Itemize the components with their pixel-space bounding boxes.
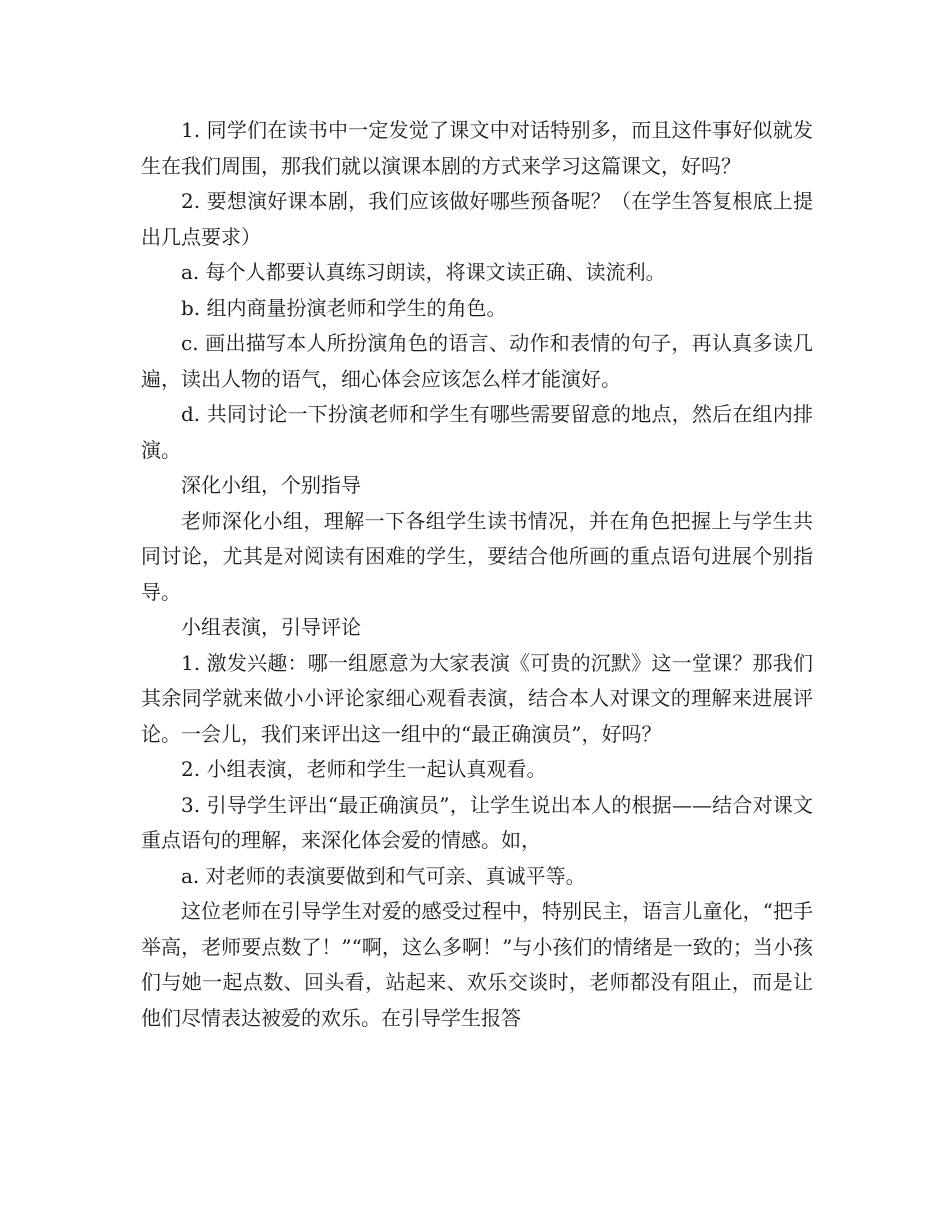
paragraph-1: 1. 同学们在读书中一定发觉了课文中对话特别多，而且这件事好似就发生在我们周围，那我们就以演课本剧的方式来学习这篇课文，好吗？ bbox=[141, 118, 813, 178]
paragraph-3: a. 每个人都要认真练习朗读，将课文读正确、读流利。 bbox=[181, 260, 666, 284]
section-heading-1: 深化小组，个别指导 bbox=[181, 473, 361, 497]
paragraph-11: a. 对老师的表演要做到和气可亲、真诚平等。 bbox=[181, 863, 586, 888]
paragraph-4: b. 组内商量扮演老师和学生的角色。 bbox=[181, 295, 507, 320]
paragraph-12: 这位老师在引导学生对爱的感受过程中，特别民主，语言儿童化，“把手举高，老师要点数了！”“啊，这么多啊！”与小孩们的情绪是一致的；当小孩们与她一起点数、回头看，站起来、欢乐交谈时，老师都没有阻止，而是让他们尽情表达被爱的欢乐。在引导学生报答 bbox=[141, 899, 813, 1030]
section-heading-2: 小组表演，引导评论 bbox=[181, 615, 361, 639]
body-text bbox=[141, 113, 813, 1036]
paragraph-2: 2. 要想演好课本剧，我们应该做好哪些预备呢？（在学生答复根底上提出几点要求） bbox=[141, 189, 813, 249]
paragraph-9: 2. 小组表演，老师和学生一起认真观看。 bbox=[181, 757, 547, 781]
paragraph-10: 3. 引导学生评出“最正确演员”，让学生说出本人的根据——结合对课文重点语句的理解，来深化体会爱的情感。如， bbox=[141, 792, 813, 852]
paragraph-7: 老师深化小组，理解一下各组学生读书情况，并在角色把握上与学生共同讨论，尤其是对阅读有困难的学生，要结合他所画的重点语句进展个别指导。 bbox=[141, 508, 813, 604]
paragraph-8: 1. 激发兴趣：哪一组愿意为大家表演《可贵的沉默》这一堂课？那我们其余同学就来做小小评论家细心观看表演，结合本人对课文的理解来进展评论。一会儿，我们来评出这一组中的“最正确演员”，好吗？ bbox=[141, 650, 813, 746]
paragraph-5: c. 画出描写本人所扮演角色的语言、动作和表情的句子，再认真多读几遍，读出人物的语气，细心体会应该怎么样才能演好。 bbox=[141, 331, 813, 391]
paragraph-6: d. 共同讨论一下扮演老师和学生有哪些需要留意的地点，然后在组内排演。 bbox=[141, 402, 813, 462]
